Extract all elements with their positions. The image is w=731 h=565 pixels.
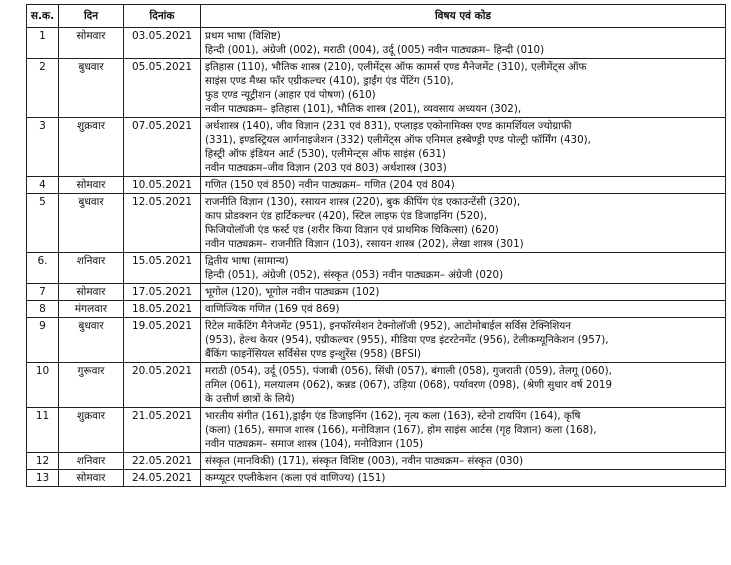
header-serial: स.क. <box>27 5 59 28</box>
row-date: 18.05.2021 <box>124 301 201 318</box>
subject-line: हिन्दी (001), अंग्रेजी (002), मराठी (004), उर्दू (005) नवीन पाठ्यक्रम– हिन्दी (010) <box>205 44 545 56</box>
row-date: 05.05.2021 <box>124 59 201 118</box>
row-serial: 5 <box>27 194 59 253</box>
row-date: 20.05.2021 <box>124 363 201 408</box>
row-day: बुधवार <box>59 59 124 118</box>
row-serial: 3 <box>27 118 59 177</box>
subject-line: नवीन पाठ्यक्रम– राजनीति विज्ञान (103), रसायन शास्त्र (202), लेखा शास्त्र (301) <box>205 238 524 250</box>
subject-line: नवीन पाठ्यक्रम– इतिहास (101), भौतिक शास्त्र (201), व्यवसाय अध्ययन (302), <box>205 103 522 115</box>
subject-line: मराठी (054), उर्दू (055), पंजाबी (056), सिंधी (057), बंगाली (058), गुजराती (059), तेलगू (060), <box>205 365 612 377</box>
row-date: 24.05.2021 <box>124 470 201 487</box>
header-date: दिनांक <box>124 5 201 28</box>
row-subjects <box>201 177 726 194</box>
table-row <box>27 453 726 470</box>
subject-line: फिजियोलॉजी एंड फर्स्ट एड (शरीर किया विज्ञान एवं प्राथमिक चिकित्सा) (620) <box>205 224 499 236</box>
subject-line: हिन्दी (051), अंग्रेजी (052), संस्कृत (053) नवीन पाठ्यक्रम– अंग्रेजी (020) <box>205 269 504 281</box>
row-subjects <box>201 453 726 470</box>
table-row <box>27 301 726 318</box>
row-day: सोमवार <box>59 470 124 487</box>
row-day: मंगलवार <box>59 301 124 318</box>
header-subject: विषय एवं कोड <box>201 5 726 28</box>
subject-line: (953), हेल्थ केयर (954), एग्रीकल्चर (955), मीडिया एण्ड इंटरटेनमेंट (956), टेलीकम्यूनिकेशन (957), <box>205 334 609 346</box>
subject-line: भूगोल (120), भूगोल नवीन पाठ्यक्रम (102) <box>205 286 380 298</box>
row-date: 22.05.2021 <box>124 453 201 470</box>
row-subjects <box>201 194 726 253</box>
subject-line: गणित (150 एवं 850) नवीन पाठ्यक्रम– गणित (204 एवं 804) <box>205 179 455 191</box>
row-date: 03.05.2021 <box>124 28 201 59</box>
row-date: 07.05.2021 <box>124 118 201 177</box>
row-subjects <box>201 118 726 177</box>
subject-line: राजनीति विज्ञान (130), रसायन शास्त्र (220), बुक कीपिंग एंड एकाउन्टेंसी (320), <box>205 196 521 208</box>
row-date: 12.05.2021 <box>124 194 201 253</box>
row-day: शनिवार <box>59 453 124 470</box>
exam-timetable <box>26 4 726 487</box>
subject-line: तमिल (061), मलयालम (062), कन्नड (067), उड़िया (068), पर्यावरण (098), (श्रेणी सुधार वर्ष 2019 <box>205 379 613 391</box>
row-serial: 9 <box>27 318 59 363</box>
subject-line: बैंकिंग फाइनेंसियल सर्विसेस एण्ड इन्शुरेंस (958) (BFSI) <box>205 348 422 360</box>
subject-line: कम्प्यूटर एप्लीकेशन (कला एवं वाणिज्य) (151) <box>205 472 386 484</box>
table-row <box>27 177 726 194</box>
table-row <box>27 194 726 253</box>
table-row <box>27 363 726 408</box>
row-day: सोमवार <box>59 284 124 301</box>
table-row <box>27 408 726 453</box>
table-row <box>27 470 726 487</box>
row-date: 19.05.2021 <box>124 318 201 363</box>
row-subjects <box>201 301 726 318</box>
subject-line: रिटेल मार्केटिंग मैनेजमेंट (951), इनफॉरमेशन टेक्नोलॉजी (952), आटोमोबाईल सर्विस टेक्निशियन <box>205 320 571 332</box>
table-body <box>27 28 726 487</box>
header-day: दिन <box>59 5 124 28</box>
row-serial: 12 <box>27 453 59 470</box>
subject-line: संस्कृत (मानविकी) (171), संस्कृत विशिष्ट (003), नवीन पाठ्यक्रम– संस्कृत (030) <box>205 455 524 467</box>
subject-line: नवीन पाठ्यक्रम– समाज शास्त्र (104), मनोविज्ञान (105) <box>205 438 424 450</box>
row-subjects <box>201 28 726 59</box>
row-subjects <box>201 59 726 118</box>
table-row <box>27 59 726 118</box>
subject-line: इतिहास (110), भौतिक शास्त्र (210), एलीमेंट्स ऑफ कामर्स एण्ड मैनेजमेंट (310), एलीमेंट्स ऑफ <box>205 61 587 73</box>
subject-line: द्वितीय भाषा (सामान्य) <box>205 255 289 267</box>
row-day: बुधवार <box>59 318 124 363</box>
row-serial: 13 <box>27 470 59 487</box>
row-day: शुक्रवार <box>59 408 124 453</box>
subject-line: काप प्रोडक्शन एंड हार्टिकल्चर (420), स्टिल लाइफ एंड डिजाइनिंग (520), <box>205 210 487 222</box>
row-day: गुरूवार <box>59 363 124 408</box>
row-day: शुक्रवार <box>59 118 124 177</box>
table-row <box>27 318 726 363</box>
subject-line: फुड एण्ड न्यूट्रीशन (आहार एवं पोषण) (610) <box>205 89 376 101</box>
row-date: 15.05.2021 <box>124 253 201 284</box>
subject-line: प्रथम भाषा (विशिष्ट) <box>205 30 281 42</box>
row-serial: 1 <box>27 28 59 59</box>
row-subjects <box>201 318 726 363</box>
row-date: 17.05.2021 <box>124 284 201 301</box>
subject-line: हिस्ट्री ऑफ इंडियन आर्ट (530), एलीमेन्ट्स ऑफ साइंस (631) <box>205 148 446 160</box>
subject-line: वाणिज्यिक गणित (169 एवं 869) <box>205 303 340 315</box>
row-serial: 8 <box>27 301 59 318</box>
subject-line: नवीन पाठ्यक्रम–जीव विज्ञान (203 एवं 803) अर्थशास्त्र (303) <box>205 162 447 174</box>
subject-line: अर्थशास्त्र (140), जीव विज्ञान (231 एवं 831), एप्लाइड एकोनामिक्स एण्ड कामर्शियल ज्योग्राफी <box>205 120 572 132</box>
row-serial: 7 <box>27 284 59 301</box>
table-row <box>27 253 726 284</box>
subject-line: (कला) (165), समाज शास्त्र (166), मनोविज्ञान (167), होम साइंस आर्टस (गृह विज्ञान) कला (168), <box>205 424 597 436</box>
row-day: शनिवार <box>59 253 124 284</box>
table-row <box>27 118 726 177</box>
row-date: 21.05.2021 <box>124 408 201 453</box>
row-day: सोमवार <box>59 177 124 194</box>
row-serial: 10 <box>27 363 59 408</box>
row-serial: 11 <box>27 408 59 453</box>
row-subjects <box>201 284 726 301</box>
subject-line: (331), इण्डस्ट्रियल आर्गनाइजेशन (332) एलीमेंट्स ऑफ एनिमल हस्बेण्ड्री एण्ड पोल्ट्री फॉर्मिंग (430), <box>205 134 591 146</box>
table-row <box>27 28 726 59</box>
subject-line: के उत्तीर्ण छात्रों के लिये) <box>205 393 295 405</box>
row-serial: 4 <box>27 177 59 194</box>
subject-line: भारतीय संगीत (161),ड्राईंग एंड डिजाइनिंग (162), नृत्य कला (163), स्टेनो टायपिंग (164), कृषि <box>205 410 581 422</box>
row-subjects <box>201 470 726 487</box>
row-day: सोमवार <box>59 28 124 59</box>
row-serial: 6. <box>27 253 59 284</box>
row-subjects <box>201 363 726 408</box>
row-subjects <box>201 408 726 453</box>
row-serial: 2 <box>27 59 59 118</box>
row-day: बुधवार <box>59 194 124 253</box>
header-row <box>27 5 726 28</box>
subject-line: साइंस एण्ड मैथ्स फॉर एग्रीकल्चर (410), ड्राईंग एंड पेंटिंग (510), <box>205 75 454 87</box>
row-date: 10.05.2021 <box>124 177 201 194</box>
table-row <box>27 284 726 301</box>
row-subjects <box>201 253 726 284</box>
